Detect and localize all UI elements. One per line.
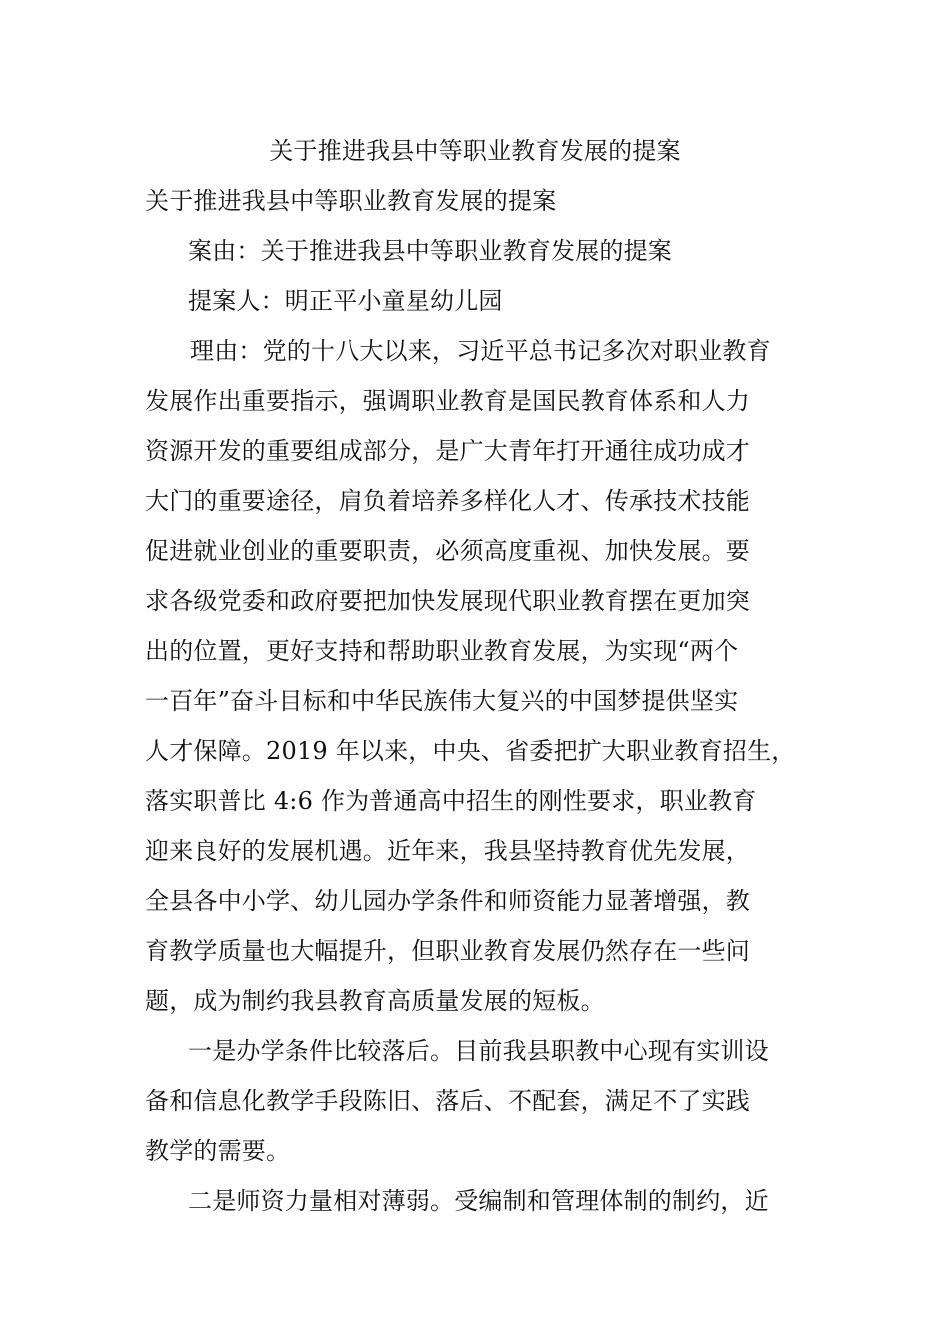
reason-line: 育教学质量也大幅提升，但职业教育发展仍然存在一些问	[145, 937, 750, 965]
point2-line: 二是师资力量相对薄弱。受编制和管理体制的制约，近	[188, 1187, 769, 1215]
reason-line: 全县各中小学、幼儿园办学条件和师资能力显著增强，教	[145, 887, 750, 915]
reason-line: 一百年”奋斗目标和中华民族伟大复兴的中国梦提供坚实	[145, 687, 739, 715]
document-title: 关于推进我县中等职业教育发展的提案	[269, 137, 681, 165]
point1-line: 一是办学条件比较落后。目前我县职教中心现有实训设	[188, 1037, 769, 1065]
reason-line: 发展作出重要指示，强调职业教育是国民教育体系和人力	[145, 387, 750, 415]
case-line: 案由：关于推进我县中等职业教育发展的提案	[188, 237, 672, 265]
point1-line: 教学的需要。	[145, 1137, 291, 1165]
reason-line: 资源开发的重要组成部分，是广大青年打开通往成功成才	[145, 437, 750, 465]
reason-line: 题，成为制约我县教育高质量发展的短板。	[145, 987, 605, 1015]
point1-line: 备和信息化教学手段陈旧、落后、不配套，满足不了实践	[145, 1087, 750, 1115]
reason-line: 理由：党的十八大以来，习近平总书记多次对职业教育	[190, 337, 771, 365]
reason-line: 出的位置，更好支持和帮助职业教育发展，为实现“两个	[145, 637, 739, 665]
reason-line: 求各级党委和政府要把加快发展现代职业教育摆在更加突	[145, 587, 750, 615]
reason-line: 人才保障。2019 年以来，中央、省委把扩大职业教育招生，	[145, 737, 796, 765]
reason-line: 促进就业创业的重要职责，必须高度重视、加快发展。要	[145, 537, 750, 565]
reason-line: 落实职普比 4:6 作为普通高中招生的刚性要求，职业教育	[145, 787, 757, 815]
proposer-line: 提案人：明正平小童星幼儿园	[188, 287, 503, 315]
reason-line: 大门的重要途径，肩负着培养多样化人才、传承技术技能	[145, 487, 750, 515]
document-subtitle: 关于推进我县中等职业教育发展的提案	[145, 187, 557, 215]
reason-line: 迎来良好的发展机遇。近年来，我县坚持教育优先发展，	[145, 837, 750, 865]
